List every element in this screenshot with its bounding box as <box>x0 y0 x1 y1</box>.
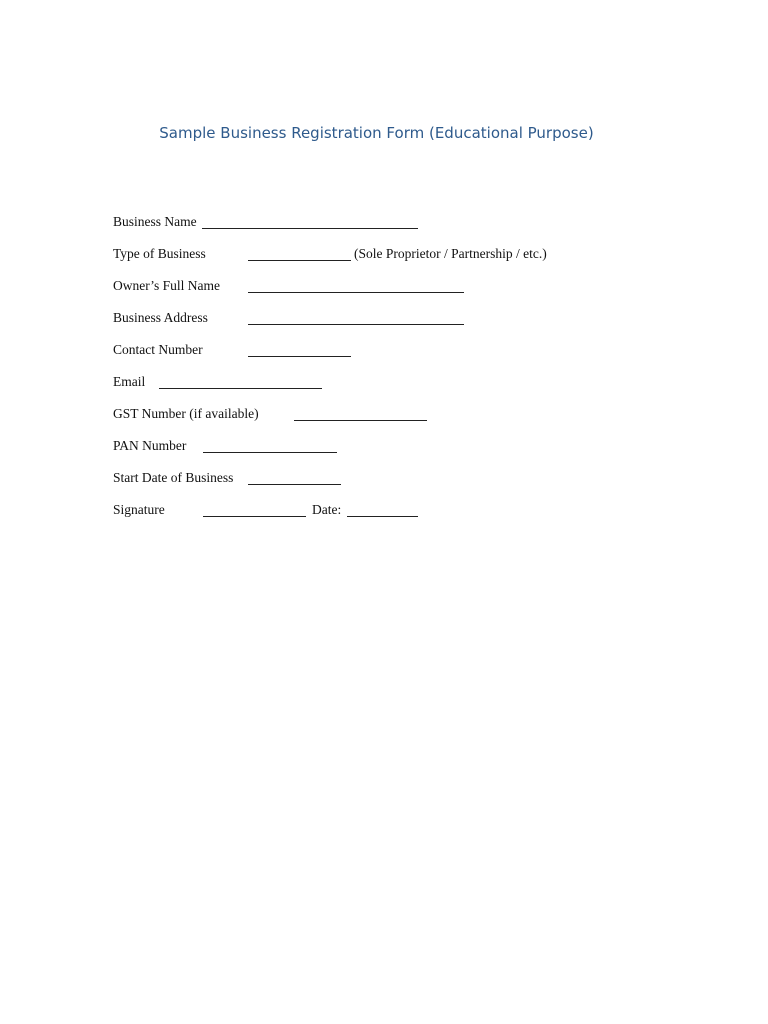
field-label: Type of Business <box>113 246 206 261</box>
signature-date-blank[interactable] <box>347 516 418 517</box>
field-label: Signature <box>113 502 165 517</box>
pan-number-blank[interactable] <box>203 452 337 453</box>
field-label: Email <box>113 374 146 389</box>
business-name-blank[interactable] <box>202 228 418 229</box>
contact-number-blank[interactable] <box>248 356 351 357</box>
type-of-business-note: (Sole Proprietor / Partnership / etc.) <box>354 246 547 261</box>
email-blank[interactable] <box>159 388 322 389</box>
business-address-blank[interactable] <box>248 324 464 325</box>
field-row-type-of-business <box>113 246 583 266</box>
field-row-signature <box>113 502 433 522</box>
start-date-blank[interactable] <box>248 484 341 485</box>
date-label: Date: <box>312 502 342 517</box>
field-row-start-date <box>113 470 353 490</box>
field-label: GST Number (if available) <box>113 406 259 421</box>
field-row-owner-full-name <box>113 278 473 298</box>
field-label: Owner’s Full Name <box>113 278 220 293</box>
field-row-email <box>113 374 333 394</box>
field-row-business-name <box>113 214 433 234</box>
field-row-contact-number <box>113 342 363 362</box>
form-title: Sample Business Registration Form (Educational Purpose) <box>159 124 594 142</box>
field-label: Contact Number <box>113 342 203 357</box>
owner-full-name-blank[interactable] <box>248 292 464 293</box>
signature-blank[interactable] <box>203 516 306 517</box>
field-row-gst-number <box>113 406 443 426</box>
field-label: Business Name <box>113 214 197 229</box>
field-row-pan-number <box>113 438 353 458</box>
field-label: Business Address <box>113 310 208 325</box>
field-label: Start Date of Business <box>113 470 234 485</box>
gst-number-blank[interactable] <box>294 420 427 421</box>
field-label: PAN Number <box>113 438 187 453</box>
type-of-business-blank[interactable] <box>248 260 351 261</box>
field-row-business-address <box>113 310 473 330</box>
